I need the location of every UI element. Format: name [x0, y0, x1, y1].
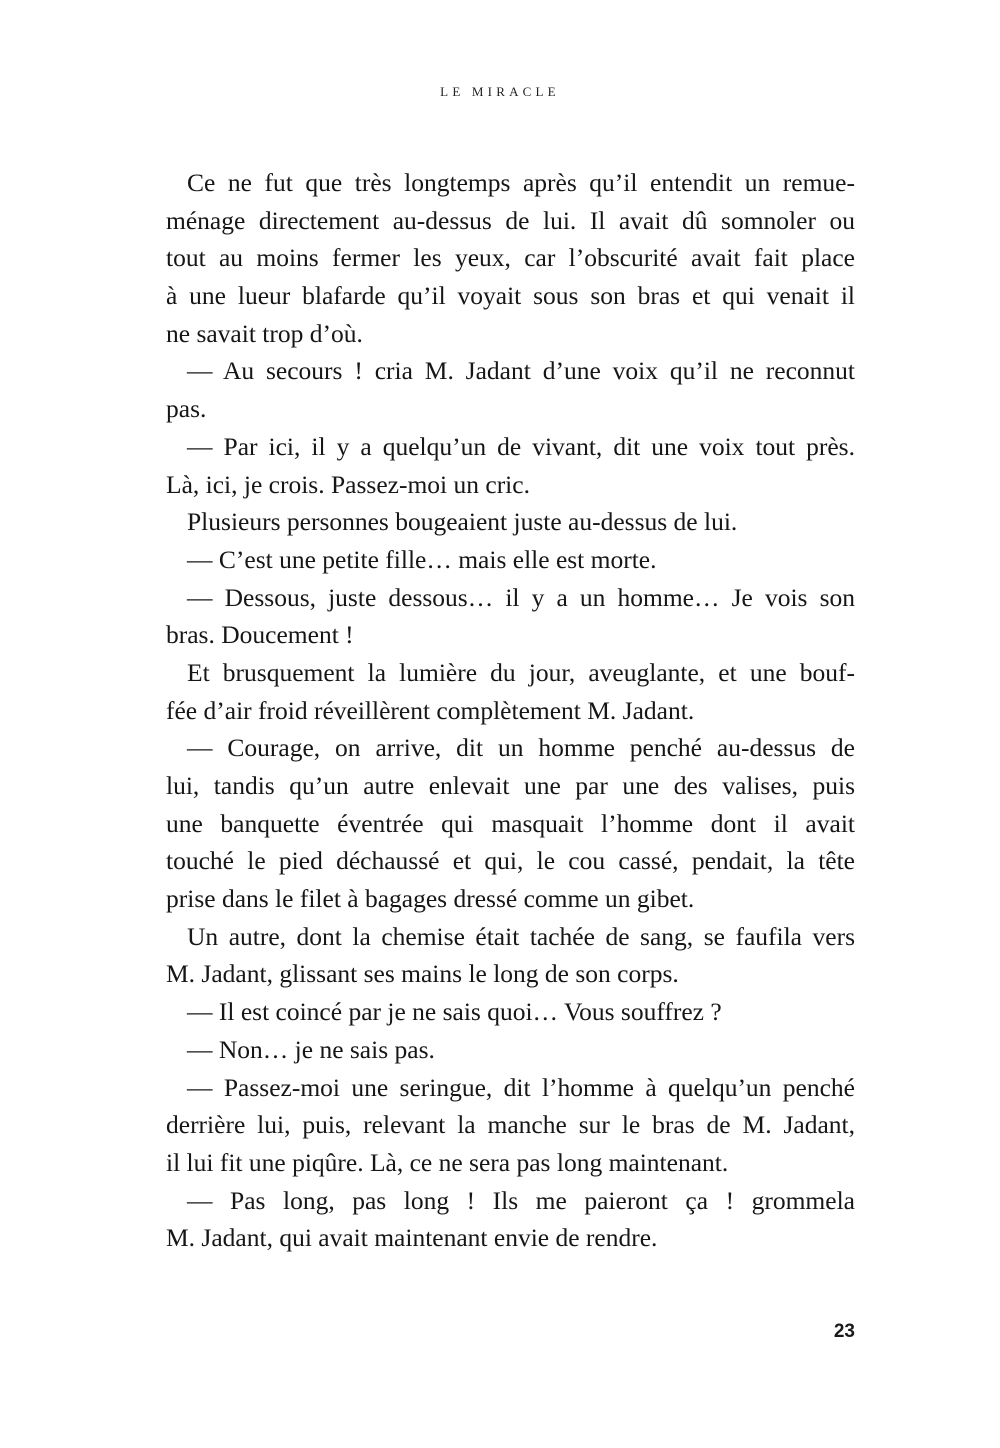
paragraph: [166, 1069, 855, 1182]
text-line: bras. Doucement !: [166, 620, 354, 650]
text-line: ménage directement au-dessus de lui. Il avait dû somnoler ou: [166, 205, 855, 235]
paragraph: [166, 541, 855, 579]
text-line: — Passez-moi une seringue, dit l’homme à quelqu’un penché: [187, 1072, 855, 1102]
text-line: Ce ne fut que très longtemps après qu’il entendit un remue-: [187, 168, 855, 197]
paragraph: [166, 654, 855, 729]
paragraph: [166, 993, 855, 1031]
text-line: — Il est coincé par je ne sais quoi… Vous souffrez ?: [187, 997, 722, 1027]
text-line: derrière lui, puis, relevant la manche sur le bras de M. Jadant,: [166, 1110, 855, 1140]
text-line: ne savait trop d’où.: [166, 318, 363, 348]
text-line: pas.: [166, 394, 207, 424]
page-number: 23: [833, 1321, 855, 1342]
paragraph: [166, 503, 855, 541]
paragraph: [166, 164, 855, 352]
paragraph: [166, 579, 855, 654]
text-line: M. Jadant, qui avait maintenant envie de rendre.: [166, 1223, 658, 1253]
paragraph: [166, 1031, 855, 1069]
paragraph: [166, 1182, 855, 1257]
text-line: Là, ici, je crois. Passez-moi un cric.: [166, 469, 530, 499]
text-line: Un autre, dont la chemise était tachée de sang, se faufila vers: [187, 921, 855, 951]
body-text: [166, 164, 855, 1257]
text-line: fée d’air froid réveillèrent complètement M. Jadant.: [166, 695, 695, 725]
text-line: — Au secours ! cria M. Jadant d’une voix qu’il ne reconnut: [187, 356, 855, 386]
text-line: — Pas long, pas long ! Ils me paieront ça ! grommela: [187, 1185, 855, 1215]
text-line: il lui fit une piqûre. Là, ce ne sera pas long maintenant.: [166, 1147, 729, 1177]
text-line: Plusieurs personnes bougeaient juste au-dessus de lui.: [187, 507, 738, 537]
text-line: une banquette éventrée qui masquait l’homme dont il avait: [166, 808, 855, 838]
text-line: touché le pied déchaussé et qui, le cou cassé, pendait, la tête: [166, 846, 855, 876]
running-head: LE MIRACLE: [440, 84, 560, 99]
text-line: — Courage, on arrive, dit un homme penché au-dessus de: [187, 733, 855, 763]
paragraph: [166, 729, 855, 917]
text-line: — C’est une petite fille… mais elle est morte.: [187, 544, 657, 574]
text-line: tout au moins fermer les yeux, car l’obscurité avait fait place: [166, 243, 855, 273]
paragraph: [166, 428, 855, 503]
paragraph: [166, 352, 855, 427]
text-line: M. Jadant, glissant ses mains le long de son corps.: [166, 959, 679, 989]
text-line: prise dans le filet à bagages dressé comme un gibet.: [166, 884, 695, 914]
text-line: à une lueur blafarde qu’il voyait sous son bras et qui venait il: [166, 281, 855, 311]
text-line: lui, tandis qu’un autre enlevait une par une des valises, puis: [166, 771, 855, 800]
text-line: — Dessous, juste dessous… il y a un homme… Je vois son: [187, 582, 855, 612]
text-line: Et brusquement la lumière du jour, aveuglante, et une bouf-: [187, 657, 855, 687]
paragraph: [166, 918, 855, 993]
text-line: — Par ici, il y a quelqu’un de vivant, dit une voix tout près.: [187, 431, 855, 461]
text-line: — Non… je ne sais pas.: [187, 1034, 435, 1064]
